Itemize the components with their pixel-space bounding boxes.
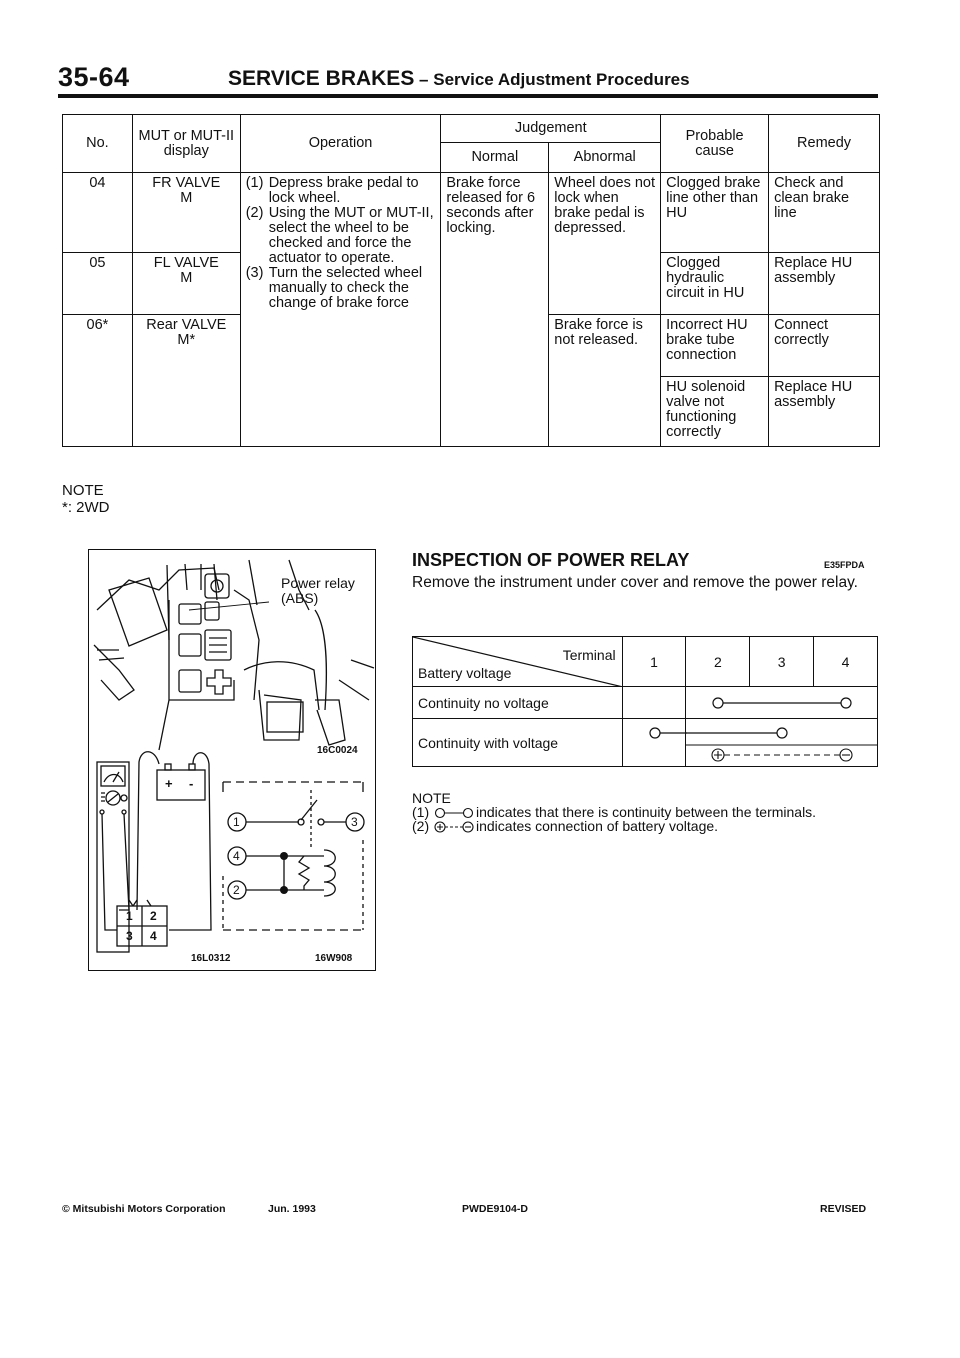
operation-step	[246, 176, 436, 206]
note-item-text: indicates connection of battery voltage.	[476, 818, 719, 834]
row-display	[132, 173, 240, 253]
note-item-text: indicates that there is continuity between the terminals.	[476, 804, 817, 820]
footer-copyright: © Mitsubishi Motors Corporation	[62, 1203, 226, 1215]
display-line2: M	[180, 190, 193, 206]
display-line1: FR VALVE	[152, 175, 221, 191]
abnormal-cell: Wheel does not lock when brake pedal is depressed.	[549, 173, 661, 315]
continuity-cell	[686, 719, 878, 767]
terminal-label: 1	[233, 815, 240, 829]
row-display	[132, 253, 240, 315]
display-line2: M*	[177, 332, 196, 348]
figure-code-bottom-right: 16W908	[315, 953, 353, 964]
operation-steps	[246, 176, 436, 311]
footer-doc-code: PWDE9104-D	[462, 1203, 528, 1215]
operation-cell	[240, 173, 441, 447]
header-display	[132, 115, 240, 173]
connector-pin: 4	[150, 929, 157, 943]
header-rule	[58, 94, 878, 98]
remedy-cell: Connect correctly	[769, 315, 880, 377]
header-judgement: Judgement	[441, 115, 661, 143]
display-line1: Rear VALVE	[146, 317, 227, 333]
remedy-cell: Check and clean brake line	[769, 173, 880, 253]
battery-plus-label: +	[165, 776, 173, 791]
terminal-label: 3	[351, 815, 358, 829]
header-display-line1: MUT or MUT-II	[138, 127, 235, 144]
power-relay-callout	[281, 576, 355, 606]
row-no: 06*	[63, 315, 133, 377]
continuity-start-marker	[623, 719, 687, 765]
header-abnormal: Abnormal	[549, 143, 661, 173]
row-display	[132, 315, 240, 377]
power-relay-figure	[88, 549, 376, 971]
callout-line1: Power relay	[281, 575, 355, 591]
remedy-cell: Replace HU assembly	[769, 253, 880, 315]
operation-step	[246, 206, 436, 266]
step-number: (2)	[245, 205, 264, 221]
normal-cell: Brake force released for 6 seconds after locking.	[441, 173, 549, 447]
row-label: Continuity with voltage	[413, 719, 623, 767]
figure-code-bottom-left: 16L0312	[191, 953, 231, 964]
abnormal-cell: Brake force is not released.	[549, 315, 661, 447]
note-item-index: (1)	[412, 804, 430, 820]
terminal-header: 3	[750, 637, 814, 687]
step-text: Depress brake pedal to lock wheel.	[268, 175, 419, 206]
page-number: 35-64	[58, 62, 130, 92]
terminal-header: 4	[814, 637, 878, 687]
note-item-index: (2)	[412, 818, 430, 834]
subsection-name: Service Adjustment Procedures	[433, 70, 690, 89]
inspection-body: Remove the instrument under cover and remove the power relay.	[412, 574, 858, 591]
terminal-label: 2	[233, 883, 240, 897]
header-probable-cause: Probable cause	[661, 115, 769, 173]
terminal-header: 2	[686, 637, 750, 687]
display-line1: FL VALVE	[153, 255, 219, 271]
page-header	[58, 62, 878, 94]
header-display-line2: display	[163, 142, 209, 159]
step-text: Turn the selected wheel manually to check the change of brake force	[268, 265, 423, 311]
row-no: 05	[63, 253, 133, 315]
relay-continuity-table	[412, 636, 878, 767]
section-title	[228, 67, 690, 91]
relay-note	[412, 790, 817, 834]
continuity-no-voltage-diagram	[686, 687, 878, 717]
step-text: Using the MUT or MUT-II, select the wheel to be checked and force the actuator to operate.	[268, 205, 434, 266]
empty-cell	[63, 377, 133, 447]
battery-minus-label: -	[189, 776, 194, 791]
note-item	[412, 818, 719, 834]
footer-status: REVISED	[820, 1203, 867, 1215]
empty-cell	[132, 377, 240, 447]
corner-terminal-label: Terminal	[562, 647, 616, 663]
row-label: Continuity no voltage	[413, 687, 623, 719]
header-no: No.	[63, 115, 133, 173]
figure-code-top: 16C0024	[317, 745, 358, 756]
note-title: NOTE	[62, 482, 104, 499]
inspection-title: INSPECTION OF POWER RELAY	[412, 550, 690, 570]
callout-line2: (ABS)	[281, 590, 319, 606]
remedy-cell: Replace HU assembly	[769, 377, 880, 447]
terminal-cell	[622, 687, 686, 719]
continuity-with-voltage-diagram	[686, 719, 878, 765]
step-number: (1)	[245, 175, 264, 191]
terminal-cell	[622, 719, 686, 767]
cause-cell: Clogged hydraulic circuit in HU	[661, 253, 769, 315]
continuity-symbol-icon	[434, 806, 474, 820]
connector-pin: 2	[150, 909, 157, 923]
corner-cell	[413, 637, 623, 687]
corner-battery-label: Battery voltage	[418, 665, 512, 681]
cause-cell: Incorrect HU brake tube connection	[661, 315, 769, 377]
cause-cell: HU solenoid valve not functioning correctly	[661, 377, 769, 447]
header-normal: Normal	[441, 143, 549, 173]
inspection-code: E35FPDA	[824, 560, 865, 570]
figure-illustration	[89, 550, 376, 971]
cause-cell: Clogged brake line other than HU	[661, 173, 769, 253]
terminal-header: 1	[622, 637, 686, 687]
table-note	[62, 482, 110, 516]
diagnosis-table	[62, 114, 880, 447]
title-separator: –	[414, 70, 434, 89]
note-text: *: 2WD	[62, 499, 110, 516]
operation-step	[246, 266, 436, 311]
terminal-label: 4	[233, 849, 240, 863]
connector-pin: 3	[126, 929, 133, 943]
footer-date: Jun. 1993	[268, 1203, 316, 1215]
display-line2: M	[180, 270, 193, 286]
header-operation: Operation	[240, 115, 441, 173]
header-remedy: Remedy	[769, 115, 880, 173]
continuity-cell	[686, 687, 878, 719]
connector-pin: 1	[126, 909, 133, 923]
step-number: (3)	[245, 265, 264, 281]
section-name: SERVICE BRAKES	[228, 67, 415, 90]
battery-voltage-symbol-icon	[434, 820, 474, 834]
note-title: NOTE	[412, 790, 451, 806]
row-no: 04	[63, 173, 133, 253]
